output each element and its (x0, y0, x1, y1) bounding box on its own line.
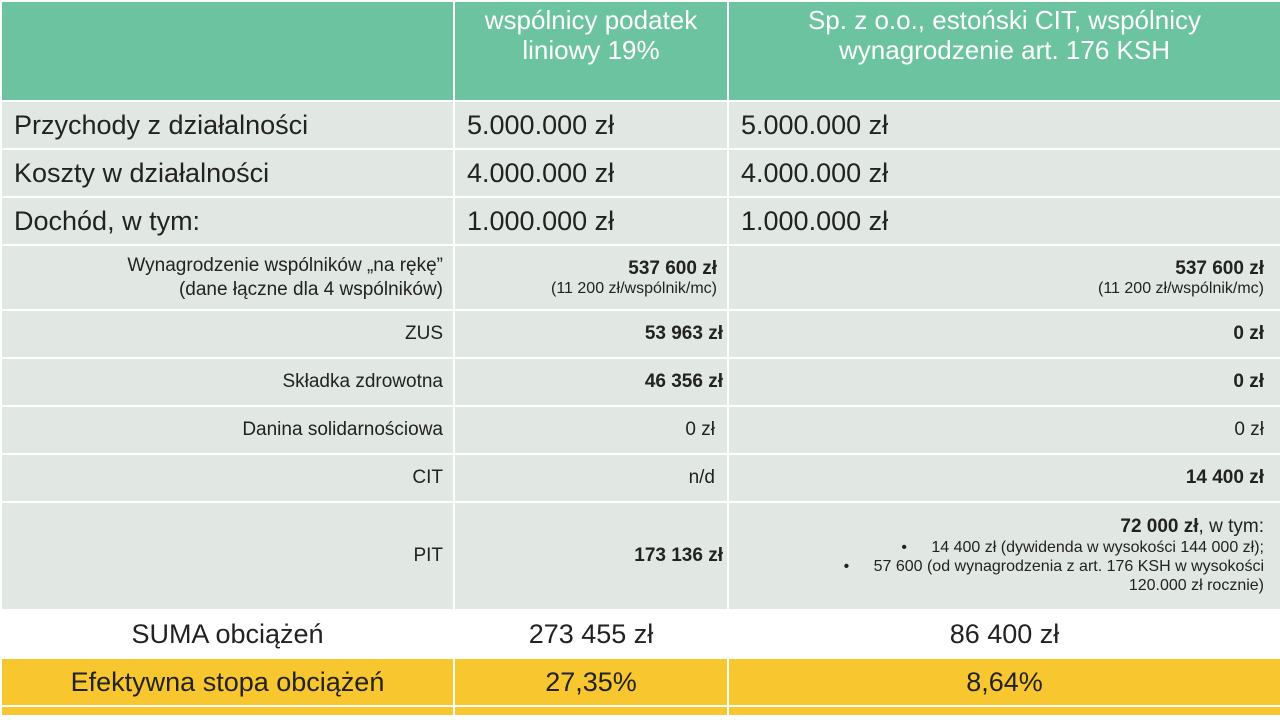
row-label: CIT (1, 454, 454, 502)
value-a: 273 455 zł (454, 610, 728, 658)
list-item-continuation: 120.000 zł rocznie) (1128, 577, 1264, 594)
value-a: 46 356 zł (454, 358, 728, 406)
row-label: SUMA obciążeń (1, 610, 454, 658)
row-zdrowotna (1, 358, 1280, 406)
header-cell-label (1, 1, 454, 101)
row-suma (1, 610, 1280, 658)
list-item: • 14 400 zł (dywidenda w wysokości 144 000 zł); (901, 539, 1264, 556)
value-a: 53 963 zł (454, 310, 728, 358)
value-a: 0 zł (454, 406, 728, 454)
row-label: Koszty w działalności (1, 149, 454, 197)
pit-detail (729, 517, 1264, 595)
row-tail (1, 706, 1280, 716)
header-variant-a-text: wspólnicy podatek liniowy 19% (484, 5, 698, 65)
pit-suffix: , w tym: (1198, 516, 1264, 537)
row-label: PIT (1, 502, 454, 610)
row-koszty (1, 149, 1280, 197)
row-label: Efektywna stopa obciążeń (1, 658, 454, 706)
value-b: 0 zł (728, 358, 1280, 406)
value-a: 27,35% (454, 658, 728, 706)
pit-amount: 72 000 zł (1120, 516, 1199, 537)
value-b-note: (11 200 zł/wspólnik/mc) (1098, 279, 1264, 297)
value-a (454, 245, 728, 310)
row-label: Składka zdrowotna (1, 358, 454, 406)
row-efektywna (1, 658, 1280, 706)
row-danina (1, 406, 1280, 454)
value-b-amount: 537 600 zł (1175, 257, 1264, 279)
row-dochod (1, 197, 1280, 245)
bullet-icon: • (901, 539, 907, 556)
value-b: 4.000.000 zł (728, 149, 1280, 197)
value-a-amount: 537 600 zł (628, 257, 717, 279)
pit-main (729, 517, 1264, 536)
value-b: 5.000.000 zł (728, 101, 1280, 149)
bullet-icon: • (843, 558, 850, 575)
header-cell-variant-b (728, 1, 1280, 101)
value-b (728, 245, 1280, 310)
row-label: ZUS (1, 310, 454, 358)
row-label-line2: (dane łączne dla 4 wspólników) (178, 278, 443, 300)
row-label (1, 245, 454, 310)
value-a: 173 136 zł (454, 502, 728, 610)
pit-breakdown-list (729, 538, 1264, 595)
value-a-note: (11 200 zł/wspólnik/mc) (551, 279, 717, 297)
value-a: 1.000.000 zł (454, 197, 728, 245)
row-wynagrodzenie (1, 245, 1280, 310)
value-b: 86 400 zł (728, 610, 1280, 658)
value-b: 1.000.000 zł (728, 197, 1280, 245)
row-cit (1, 454, 1280, 502)
header-variant-b-text: Sp. z o.o., estoński CIT, wspólnicy wynagrodzenie art. 176 KSH (807, 5, 1202, 65)
header-row (1, 1, 1280, 101)
value-a: n/d (454, 454, 728, 502)
header-cell-variant-a (454, 1, 728, 101)
value-b: 8,64% (728, 658, 1280, 706)
row-zus (1, 310, 1280, 358)
row-label-line1: Wynagrodzenie wspólników „na rękę” (127, 254, 443, 276)
row-label: Dochód, w tym: (1, 197, 454, 245)
value-b (728, 502, 1280, 610)
row-label: Danina solidarnościowa (1, 406, 454, 454)
value-b: 0 zł (728, 310, 1280, 358)
row-przychody (1, 101, 1280, 149)
value-b: 0 zł (728, 406, 1280, 454)
value-a: 4.000.000 zł (454, 149, 728, 197)
value-b: 14 400 zł (728, 454, 1280, 502)
row-pit (1, 502, 1280, 610)
list-item: • 57 600 (od wynagrodzenia z art. 176 KSH w wysokości (843, 558, 1264, 575)
row-label: Przychody z działalności (1, 101, 454, 149)
value-a: 5.000.000 zł (454, 101, 728, 149)
